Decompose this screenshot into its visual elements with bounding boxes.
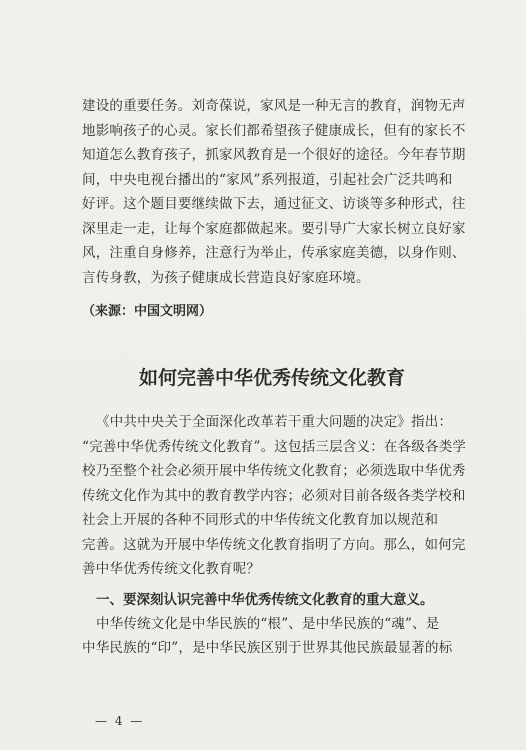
text-line: 间，中央电视台播出的“家风”系列报道，引起社会广泛共鸣和 (82, 171, 453, 188)
text-line: 传统文化作为其中的教育教学内容；必须对目前各级各类学校和 (82, 487, 466, 504)
paragraph-family-tradition (82, 94, 466, 290)
text-line: 善中华优秀传统文化教育呢？ (82, 561, 261, 577)
section-heading: 一、要深刻认识完善中华优秀传统文化教育的重大意义。 (96, 591, 434, 608)
page-content (82, 94, 467, 661)
text-line: 中华传统文化是中华民族的“根”、是中华民族的“魂”、是 (96, 615, 440, 632)
text-line: 好评。这个题目要继续做下去，通过征文、访谈等多种形式，往 (82, 196, 466, 212)
text-line: 地影响孩子的心灵。家长们都希望孩子健康成长，但有的家长不 (82, 122, 466, 139)
text-line: 《中共中央关于全面深化改革若干重大问题的决定》指出： (96, 414, 453, 430)
paragraph-intro (82, 410, 467, 582)
text-line: 知道怎么教育孩子，抓家风教育是一个很好的途径。今年春节期 (82, 147, 466, 163)
text-line: 风，注重自身修养，注意行为举止，传承家庭美德，以身作则、 (82, 245, 466, 261)
text-line: 建设的重要任务。刘奇葆说，家风是一种无言的教育，润物无声 (82, 98, 466, 114)
text-line: “完善中华优秀传统文化教育”。这包括三层含义：在各级各类学 (82, 438, 467, 455)
page-number: — 4 — (95, 714, 145, 728)
text-line: 深里走一走，让每个家庭都做起来。要引导广大家长树立良好家 (82, 220, 466, 237)
text-line: 社会上开展的各种不同形式的中华传统文化教育加以规范和 (82, 512, 439, 528)
text-line: 中华民族的“印”，是中华民族区别于世界其他民族最显著的标 (82, 640, 453, 656)
source-note: （来源：中国文明网） (82, 304, 213, 319)
text-line: 校乃至整个社会必须开展中华传统文化教育；必须选取中华优秀 (82, 463, 466, 479)
text-line: 完善。这就为开展中华传统文化教育指明了方向。那么，如何完 (82, 536, 466, 553)
paragraph-significance (82, 612, 462, 661)
article-title: 如何完善中华优秀传统文化教育 (138, 367, 405, 389)
text-line: 言传身教，为孩子健康成长营造良好家庭环境。 (82, 269, 370, 286)
